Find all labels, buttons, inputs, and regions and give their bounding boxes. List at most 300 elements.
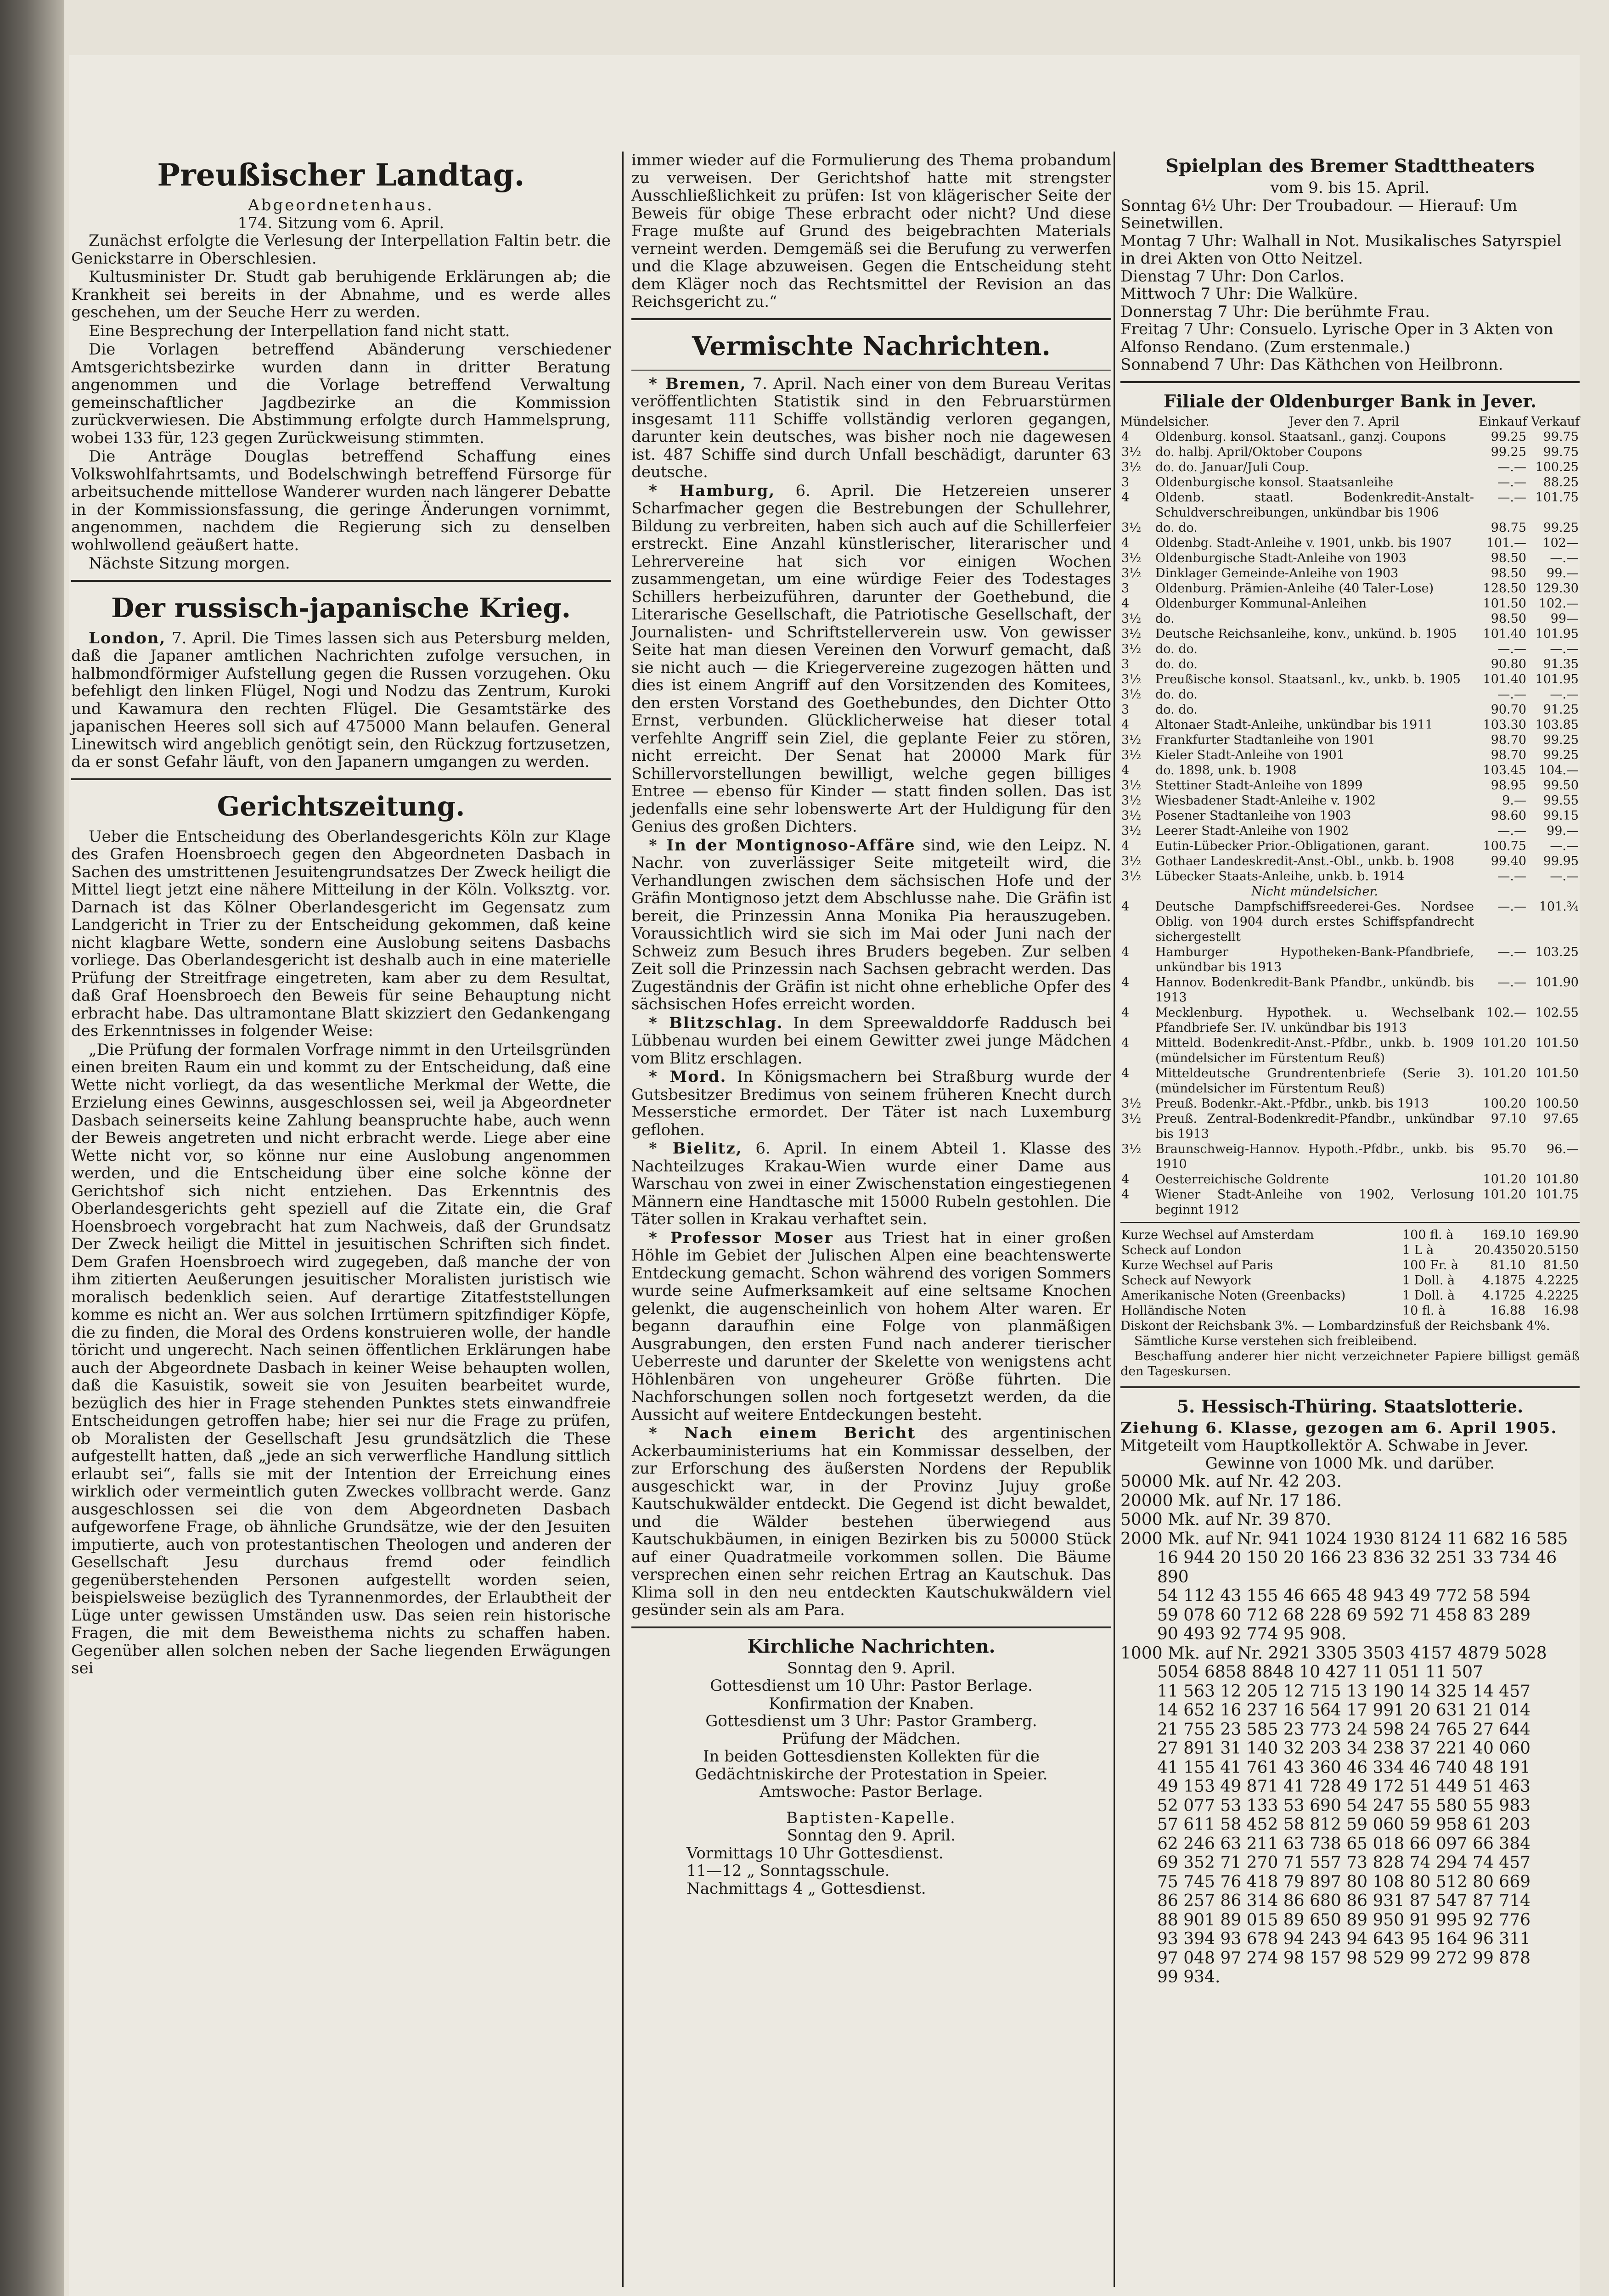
lottery-intro: Mitgeteilt vom Hauptkollektör A. Schwabe in Jever. [1120, 1436, 1529, 1455]
court-continuation: immer wieder auf die Formulierung des Thema probandum zu verweisen. Der Gerichtshof hatte mit strengster Ausschließlichkeit zu prüfen: Ist von klägerischer Seite der Beweis für obige These erbracht oder nicht? Und diese Frage mußte auf Grund des beigebrachten Materials verneint werden. Demgemäß sei die Berufung zu verwerfen und die Klage abzuweisen. Gegen die Entscheidung steht dem Kläger noch das Rechtsmittel der Revision an das Reichsgericht zu.“ [631, 151, 1111, 311]
bank-row [1120, 490, 1580, 520]
bank-buy: 102.— [1486, 1005, 1526, 1020]
theater-line: Dienstag 7 Uhr: Don Carlos. [1120, 267, 1345, 286]
bank-sell: 91.25 [1543, 702, 1579, 717]
exchange-buy: 169.10 [1482, 1227, 1526, 1242]
bank-row [1120, 899, 1580, 945]
bank-rate: 3½ [1121, 642, 1142, 656]
news-item [631, 1424, 1111, 1619]
bank-name: Mitteld. Bodenkredit-Anst.-Pfdbr., unkb. b. 1909 (mündelsicher im Fürstentum Reuß) [1155, 1035, 1474, 1065]
bank-buy: 98.60 [1491, 808, 1526, 823]
bank-row [1120, 748, 1580, 763]
bank-buy: 101.40 [1483, 626, 1526, 641]
exchange-unit: 1 Doll. à [1402, 1288, 1455, 1303]
bank-rate: 3 [1121, 475, 1130, 490]
bank-sell: 99.75 [1543, 429, 1579, 444]
exchange-sell: 20.5150 [1527, 1243, 1579, 1257]
bank-buy: 98.95 [1491, 778, 1526, 793]
bank-row [1120, 1096, 1580, 1111]
theater-line: Freitag 7 Uhr: Consuelo. Lyrische Oper in 3 Akten von Alfonso Rendano. (Zum erstenmale.) [1120, 320, 1553, 356]
exchange-row [1120, 1258, 1580, 1273]
news-lead: * Nach einem Bericht [649, 1424, 916, 1442]
news-text: sind, wie den Leipz. N. Nachr. von zuverlässiger Seite mitgeteilt wird, die Verhandlungen zwischen dem sächsischen Hofe und der Gräfin Montignoso jetzt dem Abschlusse nahe. Die Gräfin ist bereit, die Prinzessin Anna Monika Pia herauszugeben. Voraussichtlich wird sie sich im Mai oder Juni nach der Schweiz zum Besuch ihres Bruders begeben. Zur selben Zeit soll die Prinzessin nach Sachsen gebracht werden. Das Zugeständnis der Gräfin ist nicht ohne erhebliche Opfer des sächsischen Hofes erreicht worden. [631, 836, 1111, 1013]
lottery-numbers [1120, 1472, 1580, 1987]
bank-rate: 3½ [1121, 748, 1142, 762]
bank-name: Eutin-Lübecker Prior.-Obligationen, garant. [1155, 838, 1430, 853]
bank-name: do. do. Januar/Juli Coup. [1155, 460, 1309, 474]
theater-dates: vom 9. bis 15. April. [1270, 179, 1430, 197]
bank-name: Hamburger Hypotheken-Bank-Pfandbriefe, unkündbar bis 1913 [1155, 945, 1474, 974]
bank-buy: 98.70 [1491, 732, 1526, 747]
bank-buy: 101.20 [1483, 1035, 1526, 1050]
war-text: 7. April. Die Times lassen sich aus Petersburg melden, daß die Japaner amtlichen Nachrichten zufolge versuchen, in halbmondförmiger Aufstellung gegen die Russen vorzugehen. Oku befehligt den linken Flügel, Nogi und Nodzu das Zentrum, Kuroki und Kawamura den rechten Flügel. Die Gesamtstärke des japanischen Heeres soll sich auf 475000 Mann belaufen. General Linewitsch wird angeblich genötigt sein, den Rückzug fortzusetzen, da er sonst Gefahr läuft, von den Japanern umgangen zu werden. [71, 629, 611, 771]
section-rule [1120, 1386, 1580, 1388]
news-lead: * Bremen, [649, 374, 747, 393]
exchange-row [1120, 1273, 1580, 1288]
war-title: Der russisch-japanische Krieg. [111, 592, 571, 624]
bank-buy: 100.75 [1483, 838, 1526, 853]
landtag-para: Eine Besprechung der Interpellation fand nicht statt. [89, 321, 510, 340]
bank-sell: 99.15 [1543, 808, 1579, 823]
column-middle [631, 152, 1111, 1897]
news-title: Vermischte Nachrichten. [692, 331, 1051, 361]
lottery-line: 1000 Mk. auf Nr. 2921 3305 3503 4157 4879 5028 [1120, 1643, 1547, 1663]
bank-sell: 103.85 [1535, 717, 1579, 732]
lottery-title: 5. Hessisch-Thüring. Staatslotterie. [1176, 1396, 1524, 1417]
lottery-line: 5054 6858 8848 10 427 11 051 11 507 [1157, 1663, 1483, 1682]
bank-row [1120, 429, 1580, 445]
exchange-sell: 4.2225 [1535, 1273, 1579, 1288]
bank-rate: 4 [1121, 596, 1130, 611]
news-item [631, 1140, 1111, 1228]
church-line: Gottesdienst um 10 Uhr: Pastor Berlage. [710, 1677, 1033, 1695]
bank-buy: —.— [1497, 945, 1526, 959]
lottery-line: 59 078 60 712 68 228 69 592 71 458 83 289 [1157, 1605, 1531, 1625]
bank-sell: 99.95 [1543, 854, 1579, 868]
exchange-name: Scheck auf Newyork [1121, 1273, 1251, 1288]
bank-header-left: Mündelsicher. [1120, 414, 1210, 429]
bank-sell: 102— [1542, 535, 1579, 550]
bank-rate: 4 [1121, 1066, 1130, 1080]
bank-sell: 99.50 [1543, 778, 1579, 793]
bank-buy: 128.50 [1483, 581, 1526, 596]
bank-rate: 3 [1121, 657, 1130, 671]
bank-sell: 100.25 [1535, 460, 1579, 474]
bank-name: Oldenburgische Stadt-Anleihe von 1903 [1155, 551, 1406, 565]
bank-row [1120, 1142, 1580, 1172]
bank-buy: 98.75 [1491, 520, 1526, 535]
lottery-line: 93 394 93 678 94 243 94 643 95 164 96 311 [1157, 1930, 1531, 1948]
lottery-line: 88 901 89 015 89 650 89 950 91 995 92 776 [1157, 1910, 1531, 1930]
bank-sell: 100.50 [1535, 1096, 1579, 1111]
bank-name: Deutsche Reichsanleihe, konv., unkünd. b. 1905 [1155, 626, 1457, 641]
news-lead: * Hamburg, [649, 481, 776, 500]
news-text: 6. April. In einem Abteil 1. Klasse des Nachteilzuges Krakau-Wien wurde einer Dame aus Warschau von zwei in einer Zwischenstation eingestiegenen Männern eine Handtasche mit 15000 Rubeln gestohlen. Die Täter sollen in Krakau verhaftet sein. [631, 1139, 1111, 1228]
baptist-line: Nachmittags 4 „ Gottesdienst. [686, 1879, 926, 1898]
column-left [71, 152, 611, 1678]
bank-row [1120, 975, 1580, 1005]
bank-sell: 101.80 [1535, 1172, 1579, 1187]
bank-name: Lübecker Staats-Anleihe, unkb. b. 1914 [1155, 869, 1405, 884]
bank-rate: 3½ [1121, 732, 1142, 747]
bank-row [1120, 763, 1580, 778]
bank-rate: 4 [1121, 1035, 1130, 1050]
bank-name: Mecklenburg. Hypothek. u. Wechselbank Pfandbriefe Ser. IV. unkündbar bis 1913 [1155, 1005, 1474, 1035]
bank-rate: 3½ [1121, 854, 1142, 868]
news-item [631, 1014, 1111, 1068]
bank-buy: 99.25 [1491, 429, 1526, 444]
church-line: In beiden Gottesdiensten Kollekten für die Gedächtniskirche der Protestation in Speier. [695, 1747, 1048, 1784]
bank-row [1120, 672, 1580, 687]
bank-row [1120, 702, 1580, 717]
bank-name: Oldenbg. Stadt-Anleihe v. 1901, unkb. bis 1907 [1155, 535, 1452, 550]
bank-rate: 4 [1121, 838, 1130, 853]
exchange-name: Kurze Wechsel auf Amsterdam [1121, 1227, 1314, 1242]
bank-rate: 3½ [1121, 1111, 1142, 1126]
bank-rate: 3½ [1121, 460, 1142, 474]
lottery-line: 69 352 71 270 71 557 73 828 74 294 74 457 [1157, 1853, 1531, 1872]
bank-rate: 3½ [1121, 520, 1142, 535]
bank-buy: —.— [1497, 687, 1526, 702]
news-item [631, 375, 1111, 481]
bank-sell: 102.— [1538, 596, 1579, 611]
bank-sell: 99.— [1547, 566, 1579, 580]
column-divider-left [622, 152, 624, 2287]
bank-buy: 98.50 [1491, 551, 1526, 565]
bank-rate: 4 [1121, 975, 1130, 990]
bank-rate: 3 [1121, 581, 1130, 596]
lottery-line: 75 745 76 418 79 897 80 108 80 512 80 669 [1157, 1872, 1531, 1891]
bank-sell: —.— [1550, 551, 1579, 565]
bank-sell: 101.90 [1535, 975, 1579, 990]
exchange-buy: 4.1875 [1482, 1273, 1526, 1288]
bank-buy [1475, 884, 1527, 899]
bank-sell: 129.30 [1535, 581, 1579, 596]
bank-row [1120, 581, 1580, 596]
lottery-line: 21 755 23 585 23 773 24 598 24 765 27 644 [1157, 1720, 1531, 1739]
bank-title: Filiale der Oldenburger Bank in Jever. [1163, 390, 1537, 411]
bank-name: Oldenburg. konsol. Staatsanl., ganzj. Coupons [1155, 429, 1446, 444]
lottery-line: 97 048 97 274 98 157 98 529 99 272 99 878 [1157, 1948, 1531, 1968]
lottery-line: 86 257 86 314 86 680 86 931 87 547 87 714 [1157, 1891, 1531, 1910]
bank-row [1120, 611, 1580, 626]
exchange-unit: 100 Fr. à [1402, 1258, 1459, 1272]
discount-note: Diskont der Reichsbank 3%. — Lombardzinsfuß der Reichsbank 4%. [1120, 1318, 1550, 1333]
bank-name: Preuß. Bodenkr.-Akt.-Pfdbr., unkb. bis 1913 [1155, 1096, 1429, 1111]
bank-buy: 9.— [1502, 793, 1526, 808]
church-line: Prüfung der Mädchen. [782, 1729, 961, 1748]
column-divider-right [1114, 152, 1115, 2287]
landtag-para: Kultusminister Dr. Studt gab beruhigende Erklärungen ab; die Krankheit sei bereits in der Abnahme, und es werde alles geschehen, um der Seuche Herr zu werden. [71, 268, 611, 321]
bank-name: Oldenburg. Prämien-Anleihe (40 Taler-Lose) [1155, 581, 1434, 596]
lottery-line: 52 077 53 133 53 690 54 247 55 580 55 983 [1157, 1796, 1531, 1815]
bank-row [1120, 475, 1580, 490]
exchange-row [1120, 1303, 1580, 1318]
landtag-para: Nächste Sitzung morgen. [89, 554, 290, 573]
bank-name: Preuß. Zentral-Bodenkredit-Pfandbr., unkündbar bis 1913 [1155, 1111, 1474, 1141]
column-right [1120, 152, 1580, 1987]
bank-name: Wiesbadener Stadt-Anleihe v. 1902 [1155, 793, 1376, 808]
bank-buy: 100.20 [1483, 1096, 1526, 1111]
theater-line: Mittwoch 7 Uhr: Die Walküre. [1120, 285, 1358, 303]
bank-sell: 101.75 [1535, 1187, 1579, 1202]
church-line: Amtswoche: Pastor Berlage. [759, 1783, 983, 1801]
bank-rate: 3½ [1121, 869, 1142, 884]
bank-row [1120, 445, 1580, 460]
bank-sell: 101.50 [1535, 1035, 1579, 1050]
bank-sell: 99.25 [1543, 520, 1579, 535]
bank-name: Oldenburger Kommunal-Anleihen [1155, 596, 1367, 611]
exchange-sell: 81.50 [1543, 1258, 1579, 1272]
exchange-row [1120, 1288, 1580, 1303]
lottery-line: 16 944 20 150 20 166 23 836 32 251 33 734 46 890 [1157, 1548, 1557, 1587]
baptist-title: Baptisten-Kapelle. [786, 1808, 956, 1827]
bank-header-place: Jever den 7. April [1288, 414, 1399, 429]
bank-sell: —.— [1550, 869, 1579, 884]
bank-name: do. [1155, 611, 1175, 626]
lottery-head: Gewinne von 1000 Mk. und darüber. [1205, 1454, 1495, 1473]
bank-sell: 91.35 [1543, 657, 1579, 671]
news-text: des argentinischen Ackerbauministeriums hat ein Kommissar desselben, der zur Erforschung des äußersten Nordens der Republik ausgeschickt war, in der Provinz Jujuy große Kautschukwälder entdeckt. Die Gegend ist dicht bewaldet, und die Wälder bestehen überwiegend aus Kautschukbäumen, in einigen Bezirken bis zu 50000 Stück auf einer Quadratmeile vorkommen sollen. Die Bäume versprechen einen sehr reichen Ertrag an Kautschuk. Das Klima soll in den neu entdeckten Kautschukwäldern viel gesünder sein als am Para. [631, 1424, 1111, 1619]
exchange-buy: 4.1725 [1482, 1288, 1526, 1303]
bank-name: Altonaer Stadt-Anleihe, unkündbar bis 1911 [1155, 717, 1433, 732]
bank-sell: 101.50 [1535, 1066, 1579, 1080]
theater-line: Sonnabend 7 Uhr: Das Käthchen von Heilbronn. [1120, 355, 1503, 374]
bank-row [1120, 642, 1580, 657]
exchange-row [1120, 1227, 1580, 1243]
bank-rate: 3½ [1121, 672, 1142, 687]
bank-buy: 95.70 [1491, 1142, 1526, 1156]
section-rule [631, 318, 1111, 320]
exchange-buy: 81.10 [1490, 1258, 1526, 1272]
church-line: Sonntag den 9. April. [787, 1659, 956, 1677]
bank-name: do. do. [1155, 702, 1198, 717]
bank-name: Oldenb. staatl. Bodenkredit-Anstalt-Schuldverschreibungen, unkündbar bis 1906 [1155, 490, 1474, 520]
news-item [631, 1229, 1111, 1424]
bank-name: Braunschweig-Hannov. Hypoth.-Pfdbr., unkb. bis 1910 [1155, 1142, 1474, 1171]
bank-row [1120, 566, 1580, 581]
bank-sell: 103.25 [1535, 945, 1579, 959]
bank-rate: 4 [1121, 899, 1130, 914]
bank-name: Posener Stadtanleihe von 1903 [1155, 808, 1351, 823]
bank-sell: 102.55 [1535, 1005, 1579, 1020]
bank-sell: 99— [1550, 611, 1579, 626]
bank-sell: 101.¾ [1539, 899, 1579, 914]
bank-row [1120, 1005, 1580, 1035]
bank-rate: 4 [1121, 1187, 1130, 1202]
baptist-line: 11—12 „ Sonntagsschule. [686, 1862, 890, 1880]
bank-rate: 3½ [1121, 611, 1142, 626]
book-binding-edge [0, 0, 64, 2296]
lottery-line: 54 112 43 155 46 665 48 943 49 772 58 594 [1157, 1587, 1531, 1605]
exchange-buy: 16.88 [1490, 1303, 1526, 1318]
bank-sell: 96.— [1547, 1142, 1579, 1156]
bank-rate: 3½ [1121, 551, 1142, 565]
bank-buy: 101.40 [1483, 672, 1526, 687]
bank-name: Stettiner Stadt-Anleihe von 1899 [1155, 778, 1363, 793]
bank-buy: 101.20 [1483, 1172, 1526, 1187]
bank-rate: 3½ [1121, 778, 1142, 793]
bank-sell: 99.75 [1543, 445, 1579, 459]
note: Beschaffung anderer hier nicht verzeichneter Papiere billigst gemäß den Tageskursen. [1120, 1349, 1580, 1379]
news-item [631, 837, 1111, 1013]
bank-row [1120, 854, 1580, 869]
bank-buy: —.— [1497, 642, 1526, 656]
bank-sell: 99.— [1547, 823, 1579, 838]
bank-name: do. do. [1155, 642, 1198, 656]
theater-line: Sonntag 6½ Uhr: Der Troubadour. — Hierauf: Um Seinetwillen. [1120, 196, 1518, 232]
church-title: Kirchliche Nachrichten. [747, 1635, 996, 1657]
baptist-date: Sonntag den 9. April. [787, 1826, 956, 1845]
bank-rate: 3½ [1121, 445, 1142, 459]
bank-row [1120, 1172, 1580, 1187]
bank-name: Frankfurter Stadtanleihe von 1901 [1155, 732, 1375, 747]
bank-sell: 101.95 [1535, 672, 1579, 687]
bank-name: Leerer Stadt-Anleihe von 1902 [1155, 823, 1349, 838]
landtag-session: 174. Sitzung vom 6. April. [237, 214, 444, 232]
news-text: 6. April. Die Hetzereien unserer Scharfmacher gegen die Bestrebungen der Schullehrer, Bildung zu verbreiten, haben sich auch auf die Schillerfeier erstreckt. Eine Anzahl künstlerischer, literarischer und Lehrervereine hat sich vor einigen Wochen zusammengetan, um eine würdige Feier des Todestages Schillers herbeizuführen, darunter der Goethebund, die Literarische Gesellschaft, die Patriotische Gesellschaft, der Journalisten- und Schriftstellerverein usw. Von gewisser Seite hat man diesen Vereinen den Vorwurf gemacht, daß sie nicht auch — die Kriegervereine zugezogen hätten und dies ist einem Angriff auf den Vorsitzenden des Komitees, den ersten Vorstand des Goethebundes, den Dichter Otto Ernst, verbunden. Glücklicherweise hat dieser total verfehlte Angriff sein Ziel, die geplante Feier zu stören, nicht erreicht. Der Senat hat 20000 Mark für Schillervorstellungen bewilligt, welche gegen billiges Entree — ebenso für Kinder — statt finden sollen. Das ist jedenfalls eine sehr lobenswerte Art der Huldigung für den Genius des großen Dichters. [631, 481, 1112, 836]
bank-name: Hannov. Bodenkredit-Bank Pfandbr., unkündb. bis 1913 [1155, 975, 1474, 1005]
bank-row [1120, 869, 1580, 884]
bank-name: Nicht mündelsicher. [1251, 884, 1378, 899]
court-para: Ueber die Entscheidung des Oberlandesgerichts Köln zur Klage des Grafen Hoensbroech gegen den Abgeordneten Dasbach in Sachen des umstrittenen Jesuitengrundsatzes Der Zweck heiligt die Mittel liegt jetzt eine nähere Mitteilung in der Köln. Volksztg. vor. Darnach ist das Kölner Oberlandesgericht im Gegensatz zum Landgericht in Trier zu der Entscheidung gekommen, daß keine nicht klagbare Wette, sondern eine Auslobung seitens Dasbachs vorliege. Das Oberlandesgericht ist deshalb auch in eine materielle Prüfung der Streitfrage eingetreten, kam aber zu dem Resultat, daß Graf Hoensbroech den Beweis für seine Behauptung nicht erbracht habe. Das ultramontane Blatt skizziert den Gedankengang des Erkenntnisses in folgender Weise: [71, 827, 611, 1040]
news-list [631, 375, 1111, 1619]
bank-row [1120, 838, 1580, 854]
bank-buy: 101.20 [1483, 1187, 1526, 1202]
lottery-line: 49 153 49 871 41 728 49 172 51 449 51 463 [1157, 1777, 1531, 1796]
section-rule [631, 370, 1111, 371]
bank-rate: 3½ [1121, 566, 1142, 580]
news-item [631, 1068, 1111, 1139]
lottery-line: 2000 Mk. auf Nr. 941 1024 1930 8124 11 682 16 585 [1120, 1529, 1568, 1548]
bank-buy: 98.70 [1491, 748, 1526, 762]
church-line: Konfirmation der Knaben. [768, 1694, 974, 1713]
bank-buy: 101.50 [1483, 596, 1526, 611]
bank-sell [1527, 884, 1580, 899]
lottery-line: 11 563 12 205 12 715 13 190 14 325 14 457 [1157, 1682, 1531, 1701]
bank-row [1120, 1111, 1580, 1142]
section-rule [71, 778, 611, 780]
landtag-subtitle: Abgeordnetenhaus. [248, 196, 434, 214]
bank-row [1120, 808, 1580, 823]
bank-sell: —.— [1550, 687, 1579, 702]
bank-row [1120, 657, 1580, 672]
lottery-line: 62 246 63 211 63 738 65 018 66 097 66 384 [1157, 1834, 1531, 1853]
bank-rate: 3 [1121, 702, 1130, 717]
exchange-name: Holländische Noten [1121, 1303, 1246, 1318]
bank-buy: 90.80 [1491, 657, 1526, 671]
exchange-sell: 4.2225 [1535, 1288, 1579, 1303]
lottery-line: 57 611 58 452 58 812 59 060 59 958 61 203 [1157, 1815, 1531, 1834]
bank-header-cols: Einkauf Verkauf [1479, 414, 1580, 429]
exchange-unit: 10 fl. à [1402, 1303, 1446, 1318]
note: Sämtliche Kurse verstehen sich freibleibend. [1134, 1334, 1417, 1348]
bank-rate [1120, 884, 1154, 899]
bank-row [1120, 1035, 1580, 1066]
bank-name: Gothaer Landeskredit-Anst.-Obl., unkb. b. 1908 [1155, 854, 1455, 868]
theater-line: Montag 7 Uhr: Walhall in Not. Musikalisches Satyrspiel in drei Akten von Otto Neitzel. [1120, 231, 1562, 268]
landtag-title: Preußischer Landtag. [157, 157, 525, 193]
bank-name: do. 1898, unk. b. 1908 [1155, 763, 1297, 777]
lottery-line: 20000 Mk. auf Nr. 17 186. [1120, 1491, 1342, 1510]
bank-buy: —.— [1497, 899, 1526, 914]
section-rule [1120, 1222, 1580, 1223]
exchange-sell: 16.98 [1543, 1303, 1579, 1318]
bank-row [1120, 732, 1580, 748]
bank-sell: 99.25 [1543, 732, 1579, 747]
bank-buy: 103.45 [1483, 763, 1526, 777]
news-lead: * Bielitz, [649, 1139, 743, 1158]
bank-rate: 4 [1121, 1005, 1130, 1020]
bank-sell: 97.65 [1543, 1111, 1579, 1126]
bank-row [1120, 1187, 1580, 1217]
exchange-name: Kurze Wechsel auf Paris [1121, 1258, 1273, 1272]
bank-rate: 4 [1121, 717, 1130, 732]
news-lead: * Blitzschlag. [649, 1013, 783, 1032]
bank-buy: 98.50 [1491, 566, 1526, 580]
bank-buy: —.— [1497, 823, 1526, 838]
bank-name: Wiener Stadt-Anleihe von 1902, Verlosung beginnt 1912 [1155, 1187, 1474, 1217]
lottery-line: 5000 Mk. auf Nr. 39 870. [1120, 1510, 1332, 1529]
bank-rate: 3½ [1121, 687, 1142, 702]
bank-rate: 4 [1121, 1172, 1130, 1187]
exchange-name: Scheck auf London [1121, 1243, 1242, 1257]
bank-name: do. halbj. April/Oktober Coupons [1155, 445, 1362, 459]
section-rule [631, 1626, 1111, 1628]
bank-row [1120, 596, 1580, 611]
war-article [71, 630, 611, 771]
bank-row [1120, 778, 1580, 793]
bank-sell: —.— [1550, 642, 1579, 656]
bank-buy: 97.10 [1491, 1111, 1526, 1126]
landtag-para: Die Anträge Douglas betreffend Schaffung eines Volkswohlfahrtsamts, und Bodelschwingh betreffend Fürsorge für arbeitsuchende mittellose Wanderer wurden nach längerer Debatte in der Kommissionsfassung, die geringe Änderungen vornimmt, angenommen, nachdem die Regierung sich zu denselben wohlwollend geäußert hatte. [71, 447, 611, 554]
news-lead: * Professor Moser [649, 1228, 833, 1247]
news-text: In dem Spreewalddorfe Raddusch bei Lübbenau wurden bei einem Gewitter zwei junge Mädchen vom Blitz erschlagen. [631, 1013, 1111, 1068]
news-text: aus Triest hat in einer großen Höhle im Gebiet der Julischen Alpen eine beachtenswerte Entdeckung gemacht. Schon während des vorigen Sommers wurde seine Aufmerksamkeit auf eine seltsame Knochen gelenkt, die augenscheinlich von hohem Alter waren. Er begann daraufhin eine Folge von planmäßigen Ausgrabungen, den ersten Fund nach anderer tierischer Ueberreste und darunter der Skelette von wenigstens acht Höhlenbären von ungeheurer Größe führten. Die Nachforschungen sollen noch fortgesetzt werden, da die Aussicht auf weitere Entdeckungen besteht. [631, 1228, 1111, 1424]
bank-name: Dinklager Gemeinde-Anleihe von 1903 [1155, 566, 1399, 580]
exchange-buy: 20.4350 [1474, 1243, 1526, 1257]
bank-rate: 3½ [1121, 1096, 1142, 1111]
bank-row [1120, 460, 1580, 475]
bank-buy: 101.20 [1483, 1066, 1526, 1080]
bank-rate: 3½ [1121, 823, 1142, 838]
bank-row [1120, 520, 1580, 535]
bank-rate: 3½ [1121, 1142, 1142, 1156]
bank-rates-table [1120, 429, 1580, 1217]
bank-row [1120, 945, 1580, 975]
news-text: In Königsmachern bei Straßburg wurde der Gutsbesitzer Bredimus von seinem früheren Knecht durch Messerstiche ermordet. Der Täter ist nach Luxemburg geflohen. [631, 1068, 1111, 1139]
landtag-para: Die Vorlagen betreffend Abänderung verschiedener Amtsgerichtsbezirke wurden dann in dritter Beratung angenommen und die Vorlage betreffend Verwaltung gemeinschaftlicher Jagdbezirke an die Kommission zurückverwiesen. Die Abstimmung erfolgte durch Hammelsprung, wobei 133 für, 123 gegen Zurückweisung stimmten. [71, 340, 611, 447]
bank-buy: 98.50 [1491, 611, 1526, 626]
exchange-name: Amerikanische Noten (Greenbacks) [1121, 1288, 1346, 1303]
bank-rate: 4 [1121, 763, 1130, 777]
bank-sell: 101.95 [1535, 626, 1579, 641]
bank-buy: —.— [1497, 490, 1526, 505]
bank-buy: —.— [1497, 475, 1526, 490]
exchange-row [1120, 1243, 1580, 1258]
bank-row [1120, 535, 1580, 551]
bank-name: Mitteldeutsche Grundrentenbriefe (Serie 3). (mündelsicher im Fürstentum Reuß) [1155, 1066, 1474, 1096]
news-text: 7. April. Nach einer von dem Bureau Veritas veröffentlichten Statistik sind in den Februarstürmen insgesamt 111 Schiffe vollständig verloren gegangen, darunter kein deutsches, was bisher noch nie dagewesen ist. 487 Schiffe sind durch Unfall beschädigt, darunter 63 deutsche. [631, 374, 1111, 481]
bank-row [1120, 551, 1580, 566]
bank-row [1120, 823, 1580, 838]
bank-name: Preußische konsol. Staatsanl., kv., unkb. b. 1905 [1155, 672, 1461, 687]
bank-name: do. do. [1155, 657, 1198, 671]
bank-buy: 99.40 [1491, 854, 1526, 868]
lottery-subtitle: Ziehung 6. Klasse, gezogen am 6. April 1905. [1120, 1418, 1558, 1437]
lottery-line: 14 652 16 237 16 564 17 991 20 631 21 014 [1157, 1701, 1531, 1720]
bank-buy: —.— [1497, 460, 1526, 474]
